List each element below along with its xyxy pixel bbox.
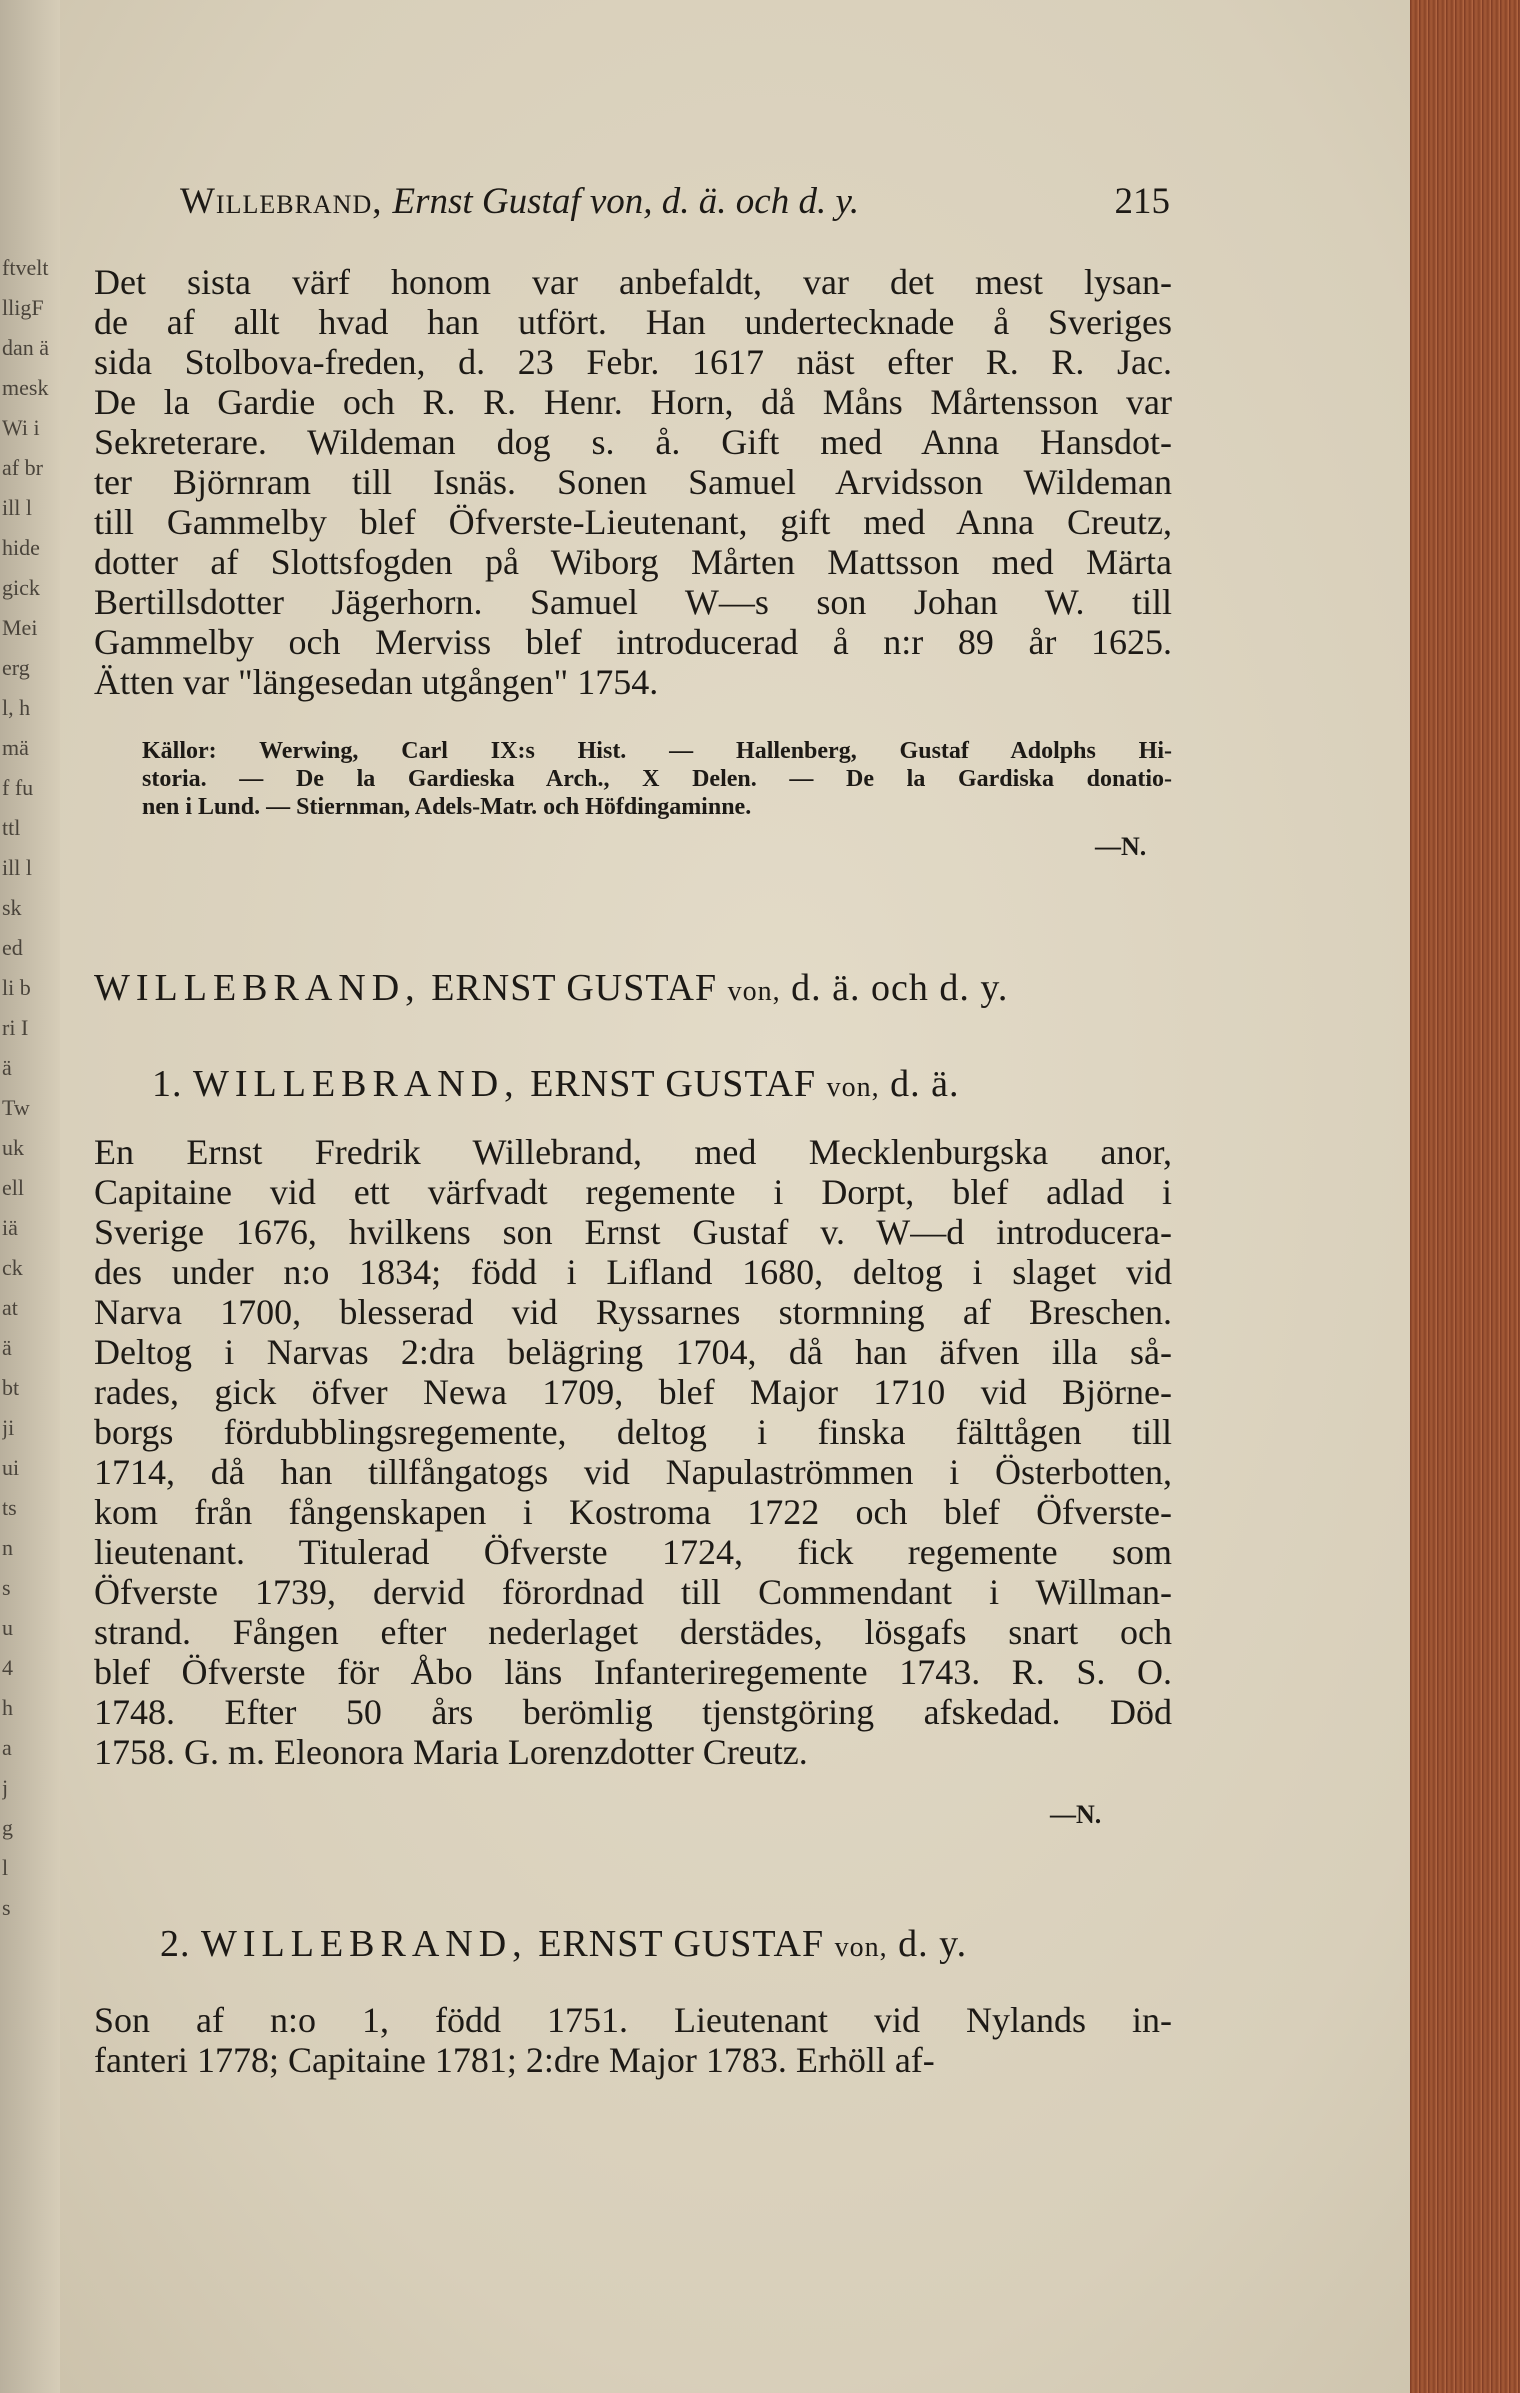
previous-page-fragment: gick	[2, 575, 40, 600]
text-line: de af allt hvad han utfört. Han undertecknade å Sveriges	[94, 302, 1172, 342]
text-line: kom från fångenskapen i Kostroma 1722 och blef Öfverste-	[94, 1492, 1172, 1532]
previous-page-fragment: ftvelt	[2, 255, 49, 280]
previous-page-fragment: ts	[2, 1495, 17, 1520]
previous-page-fragment: hide	[2, 535, 40, 560]
previous-page-fragment: a	[2, 1735, 12, 1760]
paragraph-ernst-gustaf-elder	[94, 1132, 1172, 1772]
previous-page-fragment: ed	[2, 935, 23, 960]
heading-1-tail: d. ä.	[890, 1063, 960, 1105]
previous-page-fragment: ji	[2, 1415, 15, 1440]
main-heading	[94, 966, 1008, 1010]
heading-2	[160, 1922, 967, 1966]
header-title: Ernst Gustaf von, d. ä. och d. y.	[392, 181, 860, 222]
previous-page-fragment: sk	[2, 895, 22, 920]
text-line: Narva 1700, blesserad vid Ryssarnes stormning af Breschen.	[94, 1292, 1172, 1332]
text-line: Gammelby och Merviss blef introducerad å n:r 89 år 1625.	[94, 622, 1172, 662]
previous-page-fragment: iä	[2, 1215, 18, 1240]
running-header	[180, 180, 1170, 240]
previous-page-fragment: ri I	[2, 1015, 29, 1040]
source-line: nen i Lund. — Stiernman, Adels-Matr. och Höfdingaminne.	[142, 794, 752, 820]
text-line: till Gammelby blef Öfverste-Lieutenant, gift med Anna Creutz,	[94, 502, 1172, 542]
previous-page-fragment: ä	[2, 1055, 12, 1080]
text-line: des under n:o 1834; född i Lifland 1680, deltog i slaget vid	[94, 1252, 1172, 1292]
text-line: borgs fördubblingsregemente, deltog i finska fälttågen till	[94, 1412, 1172, 1452]
text-line: 1748. Efter 50 års berömlig tjenstgöring afskedad. Död	[94, 1692, 1172, 1732]
previous-page-fragment: af br	[2, 455, 43, 480]
previous-page-fragment: ill l	[2, 495, 32, 520]
heading-1-number: 1.	[152, 1063, 183, 1105]
heading-1	[152, 1062, 960, 1106]
sources-note	[142, 738, 1172, 822]
previous-page-fragment: bt	[2, 1375, 20, 1400]
text-line: lieutenant. Titulerad Öfverste 1724, fick regemente som	[94, 1532, 1172, 1572]
text-line: blef Öfverste för Åbo läns Infanteriregemente 1743. R. S. O.	[94, 1652, 1172, 1692]
previous-page-fragment: ui	[2, 1455, 20, 1480]
source-line: storia. — De la Gardieska Arch., X Delen. — De la Gardiska donatio-	[142, 766, 1172, 792]
text-line: fanteri 1778; Capitaine 1781; 2:dre Major 1783. Erhöll af-	[94, 2040, 935, 2080]
previous-page-fragment: s	[2, 1895, 11, 1920]
heading-2-rest: ERNST GUSTAF	[538, 1923, 825, 1965]
source-line: Källor: Werwing, Carl IX:s Hist. — Hallenberg, Gustaf Adolphs Hi-	[142, 738, 1172, 764]
main-heading-von: von,	[727, 976, 781, 1007]
heading-1-rest: ERNST GUSTAF	[530, 1063, 817, 1105]
text-line: ter Björnram till Isnäs. Sonen Samuel Arvidsson Wildeman	[94, 462, 1172, 502]
heading-2-name: WILLEBRAND,	[201, 1923, 528, 1965]
text-line: Sekreterare. Wildeman dog s. å. Gift med Anna Hansdot-	[94, 422, 1172, 462]
previous-page-fragment: l, h	[2, 695, 31, 720]
text-line: En Ernst Fredrik Willebrand, med Mecklenburgska anor,	[94, 1132, 1172, 1172]
previous-page-strip	[0, 0, 60, 2393]
previous-page-fragment: ell	[2, 1175, 24, 1200]
heading-2-tail: d. y.	[898, 1923, 968, 1965]
main-heading-tail: d. ä. och d. y.	[791, 967, 1009, 1009]
main-heading-name: WILLEBRAND,	[94, 967, 421, 1009]
signature-1: —N.	[1095, 832, 1147, 861]
text-line: Deltog i Narvas 2:dra belägring 1704, då han äfven illa så-	[94, 1332, 1172, 1372]
previous-page-fragment: l	[2, 1855, 9, 1880]
previous-page-fragment: 4	[2, 1655, 13, 1680]
previous-page-fragment: dan ä	[2, 335, 50, 360]
previous-page-fragment: Mei	[2, 615, 38, 640]
text-line: Capitaine vid ett värfvadt regemente i Dorpt, blef adlad i	[94, 1172, 1172, 1212]
previous-page-fragment: s	[2, 1575, 11, 1600]
text-line: Öfverste 1739, dervid förordnad till Commendant i Willman-	[94, 1572, 1172, 1612]
previous-page-fragment: uk	[2, 1135, 24, 1160]
previous-page-fragment: n	[2, 1535, 13, 1560]
previous-page-fragment: g	[2, 1815, 13, 1840]
previous-page-fragment: erg	[2, 655, 30, 680]
text-line: rades, gick öfver Newa 1709, blef Major 1710 vid Björne-	[94, 1372, 1172, 1412]
text-line: strand. Fången efter nederlaget derstädes, lösgafs snart och	[94, 1612, 1172, 1652]
text-line: dotter af Slottsfogden på Wiborg Mårten Mattsson med Märta	[94, 542, 1172, 582]
text-line: 1714, då han tillfångatogs vid Napulaströmmen i Österbotten,	[94, 1452, 1172, 1492]
text-line: Bertillsdotter Jägerhorn. Samuel W—s son Johan W. till	[94, 582, 1172, 622]
previous-page-fragment: j	[2, 1775, 9, 1800]
header-name: Willebrand,	[180, 181, 383, 222]
previous-page-fragment: Tw	[2, 1095, 30, 1120]
previous-page-fragment: mä	[2, 735, 29, 760]
text-line: De la Gardie och R. R. Henr. Horn, då Måns Mårtensson var	[94, 382, 1172, 422]
paragraph-ernst-gustaf-younger	[94, 2000, 1172, 2080]
text-line: Sverige 1676, hvilkens son Ernst Gustaf v. W—d introducera-	[94, 1212, 1172, 1252]
previous-page-fragment: u	[2, 1615, 13, 1640]
previous-page-fragment: li b	[2, 975, 31, 1000]
signature-2: —N.	[1050, 1800, 1102, 1829]
previous-page-fragment: f fu	[2, 775, 34, 800]
text-line: Son af n:o 1, född 1751. Lieutenant vid Nylands in-	[94, 2000, 1172, 2040]
page-edges	[1410, 0, 1520, 2393]
previous-page-fragment: ck	[2, 1255, 23, 1280]
previous-page-fragment: ttl	[2, 815, 21, 840]
previous-page-fragment: Wi i	[2, 415, 40, 440]
heading-1-von: von,	[826, 1072, 880, 1103]
text-line: 1758. G. m. Eleonora Maria Lorenzdotter Creutz.	[94, 1732, 808, 1772]
heading-2-von: von,	[834, 1932, 888, 1963]
text-line: Det sista värf honom var anbefaldt, var det mest lysan-	[94, 262, 1172, 302]
heading-1-name: WILLEBRAND,	[193, 1063, 520, 1105]
previous-page-fragment: mesk	[2, 375, 49, 400]
previous-page-fragment: ill l	[2, 855, 32, 880]
text-line: sida Stolbova-freden, d. 23 Febr. 1617 näst efter R. R. Jac.	[94, 342, 1172, 382]
previous-page-fragment: h	[2, 1695, 13, 1720]
previous-page-fragment: ä	[2, 1335, 12, 1360]
text-line: Ätten var "längesedan utgången" 1754.	[94, 662, 659, 702]
previous-page-fragment: lligF	[2, 295, 44, 320]
previous-page-fragment: at	[2, 1295, 18, 1320]
paragraph-arvid-wildeman	[94, 262, 1172, 702]
main-heading-rest: ERNST GUSTAF	[431, 967, 718, 1009]
heading-2-number: 2.	[160, 1923, 191, 1965]
page-number: 215	[1114, 181, 1170, 222]
